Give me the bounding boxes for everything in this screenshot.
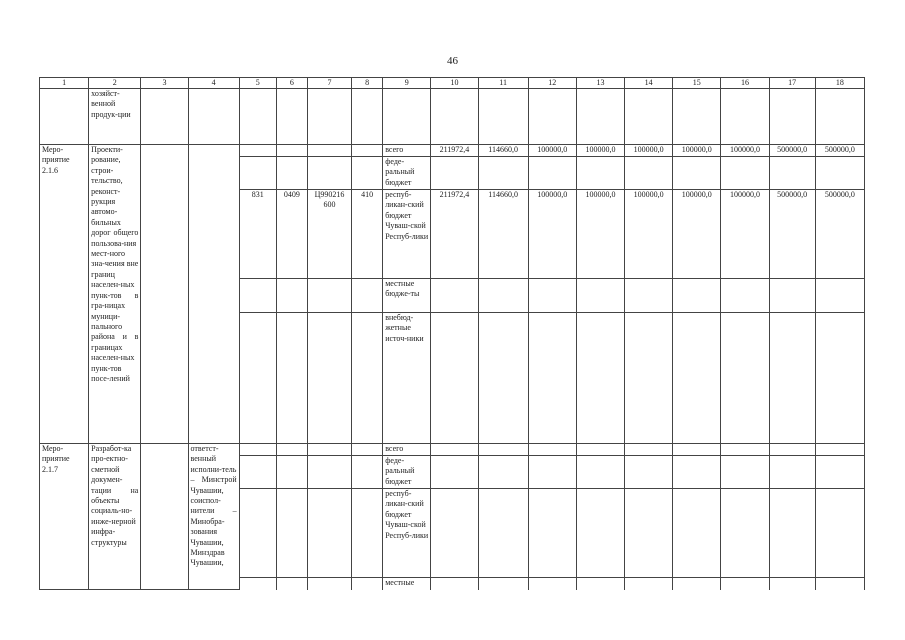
column-number-13: 13 — [576, 78, 624, 89]
amount-year-cell — [769, 444, 815, 456]
kbk-grbs: 831 — [239, 190, 276, 279]
amount-year-cell — [673, 456, 721, 489]
funding-source: респуб-ликан-ский бюджет Чуваш-ской Респуб-лики — [383, 489, 431, 578]
amount-year-cell — [673, 489, 721, 578]
event-2-1-6-label: Меро-приятие 2.1.6 — [40, 145, 89, 444]
kbk-expense-type — [352, 279, 383, 313]
funding-source: внебюд-жетные источ-ники — [383, 313, 431, 444]
amount-year-cell — [478, 489, 528, 578]
amount-year-cell — [576, 489, 624, 578]
kbk-cell — [239, 444, 276, 456]
amount-year-cell — [673, 578, 721, 590]
kbk-target-article: Ц990216 600 — [307, 190, 351, 279]
amount-year-cell — [673, 279, 721, 313]
amount-year-cell — [625, 444, 673, 456]
amount-year-cell — [815, 489, 864, 578]
amount-year-cell — [815, 456, 864, 489]
column-number-11: 11 — [478, 78, 528, 89]
amount-year-cell — [673, 313, 721, 444]
funding-source: феде-ральный бюджет — [383, 456, 431, 489]
kbk-cell — [276, 456, 307, 489]
event-2-1-6-col3 — [141, 145, 188, 444]
amount-year-cell — [576, 313, 624, 444]
kbk-section — [276, 157, 307, 190]
kbk-cell — [307, 578, 351, 590]
amount-year-cell — [625, 313, 673, 444]
kbk-section: 0409 — [276, 190, 307, 279]
amount-year-cell — [815, 279, 864, 313]
amount-year-cell — [576, 444, 624, 456]
kbk-cell — [352, 578, 383, 590]
amount-year-cell — [576, 456, 624, 489]
amount-year-cell — [478, 578, 528, 590]
kbk-target-article — [307, 279, 351, 313]
kbk-cell — [352, 444, 383, 456]
continuation-row — [40, 89, 865, 145]
amount-year-cell — [769, 456, 815, 489]
amount-year-cell — [673, 444, 721, 456]
funding-source: феде-ральный бюджет — [383, 157, 431, 190]
amount-year-cell — [815, 157, 864, 190]
column-number-2: 2 — [89, 78, 141, 89]
prev-event-name-continuation: хозяйст-венной продук-ции — [89, 89, 141, 145]
kbk-cell — [239, 489, 276, 578]
event-2-1-7-name: Разработ-ка про-ектно-сметной докумен-тации на объекты социаль-но-инже-нерной инфра-структуры — [89, 444, 141, 590]
amount-year-cell: 100000,0 — [673, 145, 721, 157]
amount-year-cell — [431, 489, 478, 578]
amount-year-cell: 114660,0 — [478, 190, 528, 279]
amount-year-cell — [721, 578, 769, 590]
kbk-target-article — [307, 157, 351, 190]
column-number-row — [40, 78, 865, 89]
kbk-cell — [239, 578, 276, 590]
funding-source: респуб-ликан-ский бюджет Чуваш-ской Респуб-лики — [383, 190, 431, 279]
amount-year-cell — [431, 456, 478, 489]
amount-year-cell: 100000,0 — [528, 190, 576, 279]
amount-year-cell — [625, 456, 673, 489]
column-number-5: 5 — [239, 78, 276, 89]
kbk-section — [276, 279, 307, 313]
amount-year-cell — [528, 313, 576, 444]
budget-table — [39, 77, 865, 590]
kbk-grbs — [239, 157, 276, 190]
amount-year-cell — [478, 157, 528, 190]
funding-source: местные — [383, 578, 431, 590]
kbk-cell — [307, 444, 351, 456]
column-number-7: 7 — [307, 78, 351, 89]
amount-year-cell — [769, 313, 815, 444]
amount-year-cell — [625, 489, 673, 578]
funding-source: всего — [383, 145, 431, 157]
amount-year-cell — [721, 456, 769, 489]
amount-year-cell: 500000,0 — [769, 190, 815, 279]
event-2-1-7-label: Меро-приятие 2.1.7 — [40, 444, 89, 590]
amount-year-cell — [431, 279, 478, 313]
kbk-grbs — [239, 145, 276, 157]
kbk-cell — [307, 489, 351, 578]
column-number-14: 14 — [625, 78, 673, 89]
amount-year-cell — [625, 578, 673, 590]
column-number-9: 9 — [383, 78, 431, 89]
amount-year-cell — [673, 157, 721, 190]
amount-year-cell: 211972,4 — [431, 190, 478, 279]
event-2-1-7-source-row — [40, 444, 865, 456]
column-number-8: 8 — [352, 78, 383, 89]
event-2-1-6-source-row — [40, 145, 865, 157]
amount-year-cell — [625, 157, 673, 190]
amount-year-cell — [769, 578, 815, 590]
amount-year-cell — [431, 444, 478, 456]
kbk-section — [276, 145, 307, 157]
amount-year-cell: 500000,0 — [769, 145, 815, 157]
amount-year-cell — [528, 578, 576, 590]
amount-year-cell — [721, 444, 769, 456]
amount-year-cell — [528, 444, 576, 456]
amount-year-cell — [815, 578, 864, 590]
amount-year-cell: 500000,0 — [815, 145, 864, 157]
kbk-cell — [276, 444, 307, 456]
amount-year-cell — [576, 578, 624, 590]
column-number-18: 18 — [815, 78, 864, 89]
kbk-cell — [352, 456, 383, 489]
page-number: 46 — [447, 55, 458, 67]
column-number-6: 6 — [276, 78, 307, 89]
funding-source: местные бюдже-ты — [383, 279, 431, 313]
amount-year-cell — [528, 279, 576, 313]
amount-year-cell — [721, 157, 769, 190]
kbk-expense-type: 410 — [352, 190, 383, 279]
amount-year-cell — [815, 444, 864, 456]
amount-year-cell — [431, 313, 478, 444]
kbk-expense-type — [352, 145, 383, 157]
kbk-grbs — [239, 313, 276, 444]
kbk-target-article — [307, 313, 351, 444]
amount-year-cell — [815, 313, 864, 444]
amount-year-cell: 100000,0 — [625, 190, 673, 279]
column-number-1: 1 — [40, 78, 89, 89]
amount-year-cell: 100000,0 — [721, 190, 769, 279]
amount-year-cell: 100000,0 — [673, 190, 721, 279]
kbk-cell — [276, 489, 307, 578]
amount-year-cell — [478, 313, 528, 444]
amount-year-cell: 100000,0 — [721, 145, 769, 157]
kbk-cell — [352, 489, 383, 578]
kbk-section — [276, 313, 307, 444]
amount-year-cell — [769, 279, 815, 313]
amount-year-cell: 100000,0 — [528, 145, 576, 157]
amount-year-cell — [576, 157, 624, 190]
amount-year-cell — [431, 157, 478, 190]
amount-year-cell — [625, 279, 673, 313]
amount-year-cell — [721, 279, 769, 313]
event-2-1-6-col4 — [188, 145, 239, 444]
amount-year-cell — [528, 157, 576, 190]
amount-year-cell — [721, 489, 769, 578]
amount-year-cell: 100000,0 — [625, 145, 673, 157]
amount-year-cell — [576, 279, 624, 313]
amount-year-cell — [721, 313, 769, 444]
kbk-cell — [307, 456, 351, 489]
kbk-expense-type — [352, 313, 383, 444]
amount-year-cell: 211972,4 — [431, 145, 478, 157]
amount-year-cell — [528, 456, 576, 489]
amount-year-cell — [478, 444, 528, 456]
amount-year-cell — [478, 279, 528, 313]
event-2-1-7-responsible: ответст-венный исполни-тель – Минстрой Чувашии, соиспол-нители – Минобра-зования Чувашии, Минздрав Чувашии, — [188, 444, 239, 590]
amount-year-cell: 114660,0 — [478, 145, 528, 157]
kbk-cell — [239, 456, 276, 489]
amount-year-cell: 100000,0 — [576, 190, 624, 279]
amount-year-cell — [769, 157, 815, 190]
funding-source: всего — [383, 444, 431, 456]
amount-year-cell — [528, 489, 576, 578]
amount-year-cell — [769, 489, 815, 578]
column-number-17: 17 — [769, 78, 815, 89]
amount-year-cell: 500000,0 — [815, 190, 864, 279]
column-number-16: 16 — [721, 78, 769, 89]
kbk-grbs — [239, 279, 276, 313]
amount-year-cell — [478, 456, 528, 489]
kbk-expense-type — [352, 157, 383, 190]
column-number-4: 4 — [188, 78, 239, 89]
column-number-3: 3 — [141, 78, 188, 89]
kbk-target-article — [307, 145, 351, 157]
event-2-1-6-name: Проекти-рование, строи-тельство, реконст-рукция автомо-бильных дорог общего пользова-ния мест-ного зна-чения вне границ населен-ных пунк-тов в гра-ницах муници-пального района и в границах населен-ных пунк-тов посе-лений — [89, 145, 141, 444]
column-number-12: 12 — [528, 78, 576, 89]
column-number-10: 10 — [431, 78, 478, 89]
column-number-15: 15 — [673, 78, 721, 89]
kbk-cell — [276, 578, 307, 590]
event-2-1-7-col3 — [141, 444, 188, 590]
amount-year-cell: 100000,0 — [576, 145, 624, 157]
amount-year-cell — [431, 578, 478, 590]
